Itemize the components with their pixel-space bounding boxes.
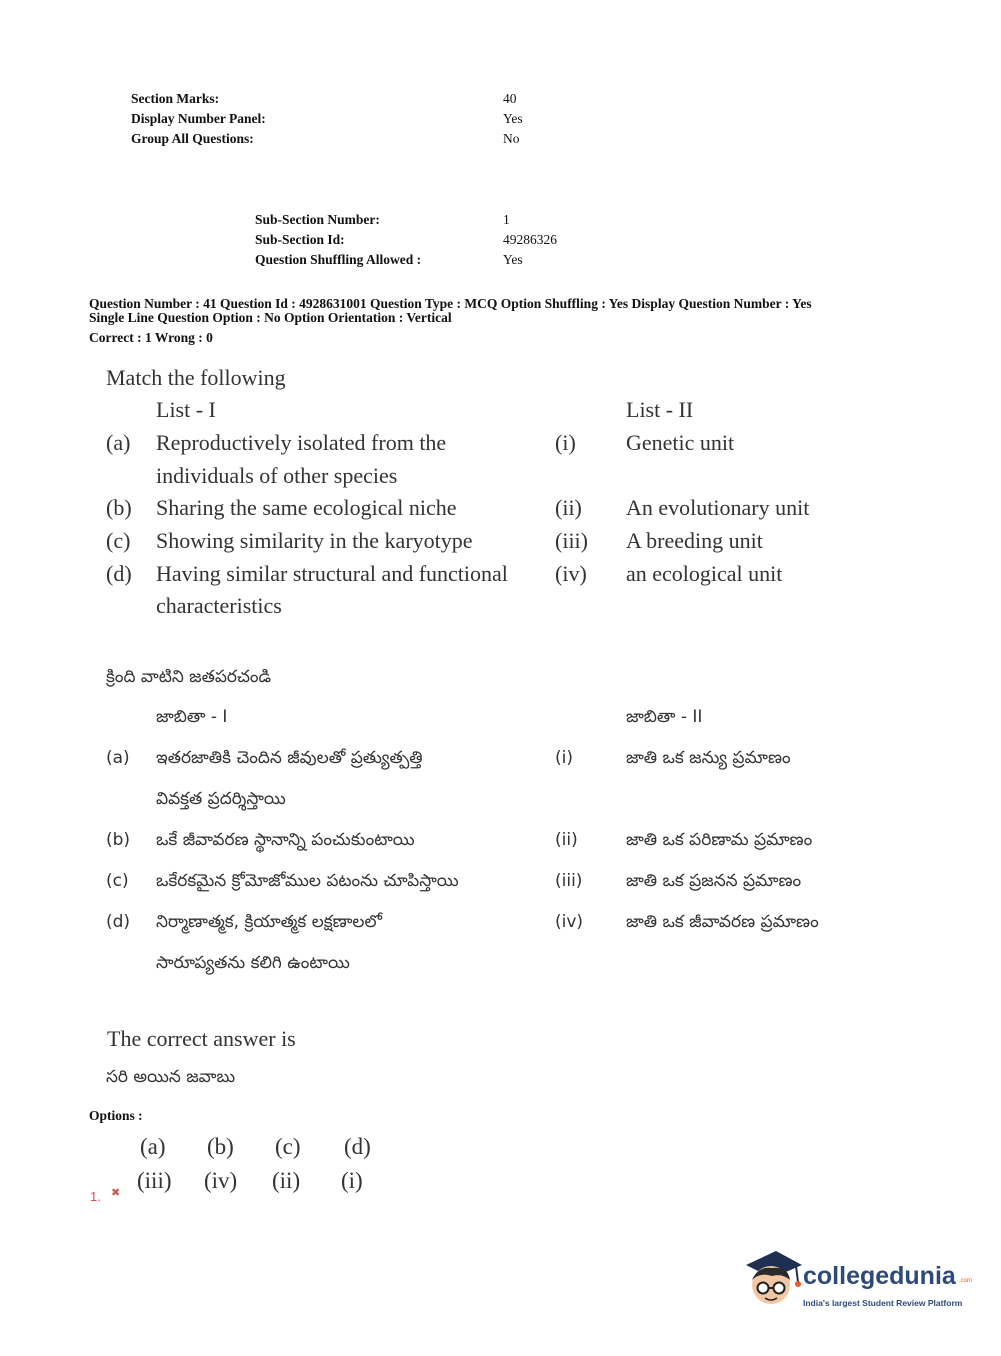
telugu-item-text: ఒకేరకమైన క్రోమోజోముల పటంను చూపిస్తాయి — [156, 871, 459, 891]
english-list1-title: List - I — [156, 397, 216, 422]
english-item-tag: (b) — [106, 495, 132, 520]
telugu-item-match: జాతి ఒక జన్యు ప్రమాణం — [626, 748, 791, 768]
telugu-item-text: ఇతరజాతికి చెందిన జీవులతో ప్రత్యుత్పత్తి — [156, 748, 423, 768]
question-header-line1: Question Number : 41 Question Id : 4928631001 Question Type : MCQ Option Shuffling : Yes Display Question Number : Yes — [89, 296, 812, 311]
logo-wordmark: collegedunia — [803, 1262, 956, 1290]
question-marks: Correct : 1 Wrong : 0 — [89, 330, 213, 345]
option-header: (b) — [207, 1134, 234, 1159]
display-number-panel-label: Display Number Panel: — [131, 111, 266, 126]
english-item-text: characteristics — [156, 593, 282, 618]
answer-prompt-telugu: సరి అయిన జవాబు — [106, 1067, 236, 1087]
english-item-text: Sharing the same ecological niche — [156, 495, 457, 520]
telugu-list1-title: జాబితా - I — [156, 707, 228, 727]
telugu-item-tag: (c) — [106, 871, 129, 891]
options-label: Options : — [89, 1108, 143, 1123]
english-item-match: An evolutionary unit — [626, 495, 810, 520]
option-value: (iii) — [137, 1168, 172, 1193]
telugu-item-tag: (b) — [106, 830, 131, 850]
english-item-match: A breeding unit — [626, 528, 763, 553]
english-item-number: (iii) — [555, 528, 588, 553]
english-item-text: individuals of other species — [156, 463, 398, 488]
telugu-item-number: (iv) — [555, 912, 584, 932]
telugu-item-text: ఒకే జీవావరణ స్థానాన్ని పంచుకుంటాయి — [156, 830, 415, 850]
group-questions-value: No — [503, 131, 520, 146]
english-item-number: (iv) — [555, 561, 587, 586]
group-questions-label: Group All Questions: — [131, 131, 254, 146]
telugu-list2-title: జాబితా - II — [626, 707, 703, 727]
english-item-text: Showing similarity in the karyotype — [156, 528, 473, 553]
option-value: (i) — [341, 1168, 363, 1193]
english-item-number: (i) — [555, 430, 576, 455]
telugu-item-text: సారూప్యతను కలిగి ఉంటాయి — [156, 953, 350, 973]
telugu-item-number: (ii) — [555, 830, 578, 850]
subsection-number-label: Sub-Section Number: — [255, 212, 380, 227]
wrong-mark-icon: ✖ — [111, 1186, 121, 1199]
telugu-instruction: క్రింది వాటిని జతపరచండి — [106, 667, 272, 687]
english-item-tag: (a) — [106, 430, 131, 455]
english-item-match: an ecological unit — [626, 561, 783, 586]
english-item-text: Reproductively isolated from the — [156, 430, 447, 455]
telugu-item-match: జాతి ఒక పరిణామ ప్రమాణం — [626, 830, 813, 850]
english-item-tag: (d) — [106, 561, 132, 586]
telugu-item-match: జాతి ఒక జీవావరణ ప్రమాణం — [626, 912, 819, 932]
telugu-item-number: (iii) — [555, 871, 583, 891]
section-marks-value: 40 — [503, 91, 517, 106]
telugu-item-tag: (d) — [106, 912, 131, 932]
english-item-number: (ii) — [555, 495, 582, 520]
logo-tagline: India's largest Student Review Platform — [803, 1298, 963, 1308]
subsection-id-value: 49286326 — [503, 232, 557, 247]
question-shuffling-label: Question Shuffling Allowed : — [255, 252, 422, 267]
subsection-id-label: Sub-Section Id: — [255, 232, 345, 247]
subsection-number-value: 1 — [503, 212, 510, 227]
english-item-match: Genetic unit — [626, 430, 735, 455]
english-item-text: Having similar structural and functional — [156, 561, 508, 586]
option-value: (iv) — [204, 1168, 238, 1193]
option-value: (ii) — [272, 1168, 301, 1193]
logo-com: .com — [959, 1278, 973, 1284]
option-header: (c) — [275, 1134, 301, 1159]
telugu-item-number: (i) — [555, 748, 573, 768]
section-marks-label: Section Marks: — [131, 91, 220, 106]
telugu-item-tag: (a) — [106, 748, 130, 768]
telugu-item-text: వివక్తత ప్రదర్శిస్తాయి — [156, 789, 286, 809]
english-instruction: Match the following — [106, 365, 286, 390]
option-header: (a) — [140, 1134, 166, 1159]
mascot-icon — [742, 1248, 804, 1310]
telugu-item-match: జాతి ఒక ప్రజనన ప్రమాణం — [626, 871, 802, 891]
option-number: 1. — [90, 1189, 101, 1204]
telugu-item-text: నిర్మాణాత్మక, క్రియాత్మక లక్షణాలలో — [156, 912, 382, 932]
option-header: (d) — [344, 1134, 371, 1159]
question-header-line2: Single Line Question Option : No Option Orientation : Vertical — [89, 310, 452, 325]
display-number-panel-value: Yes — [503, 111, 523, 126]
answer-prompt-english: The correct answer is — [107, 1026, 296, 1051]
english-list2-title: List - II — [626, 397, 694, 422]
english-item-tag: (c) — [106, 528, 131, 553]
question-shuffling-value: Yes — [503, 252, 523, 267]
